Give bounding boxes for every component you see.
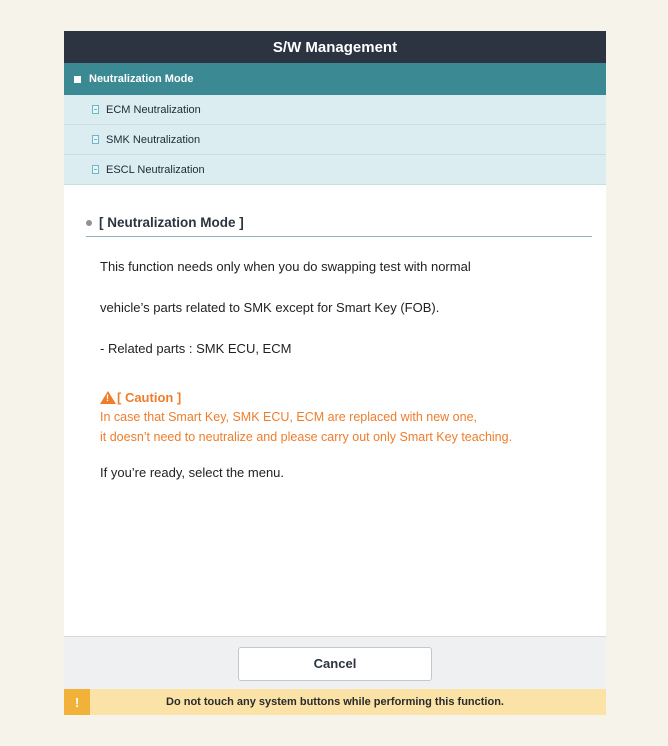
content-heading-row (86, 215, 592, 237)
caution-line-1: In case that Smart Key, SMK ECU, ECM are replaced with new one, (100, 410, 478, 424)
menu-item-label: ESCL Neutralization (106, 163, 205, 176)
caution-text (86, 407, 592, 447)
caution-line-2: it doesn’t need to neutralize and please carry out only Smart Key teaching. (100, 430, 513, 444)
ready-instruction: If you’re ready, select the menu. (100, 465, 285, 480)
warning-text: Do not touch any system buttons while performing this function. (166, 696, 504, 708)
description-line-2: vehicle’s parts related to SMK except for Smart Key (FOB). (100, 300, 440, 315)
description-panel (64, 215, 606, 480)
content-heading: [ Neutralization Mode ] (99, 215, 244, 230)
warning-triangle-icon (100, 391, 116, 404)
sw-management-window (64, 31, 606, 715)
section-title: Neutralization Mode (89, 73, 194, 85)
cancel-button[interactable]: Cancel (238, 647, 432, 681)
description-line-1: This function needs only when you do swapping test with normal (100, 259, 471, 274)
exclamation-icon: ! (64, 689, 90, 715)
document-icon (92, 105, 99, 114)
document-icon (92, 135, 99, 144)
menu-item-escl-neutralization[interactable] (64, 155, 606, 185)
menu-item-ecm-neutralization[interactable] (64, 95, 606, 125)
menu-item-smk-neutralization[interactable] (64, 125, 606, 155)
menu-item-label: ECM Neutralization (106, 103, 201, 116)
dialog-footer (64, 636, 606, 690)
warning-bar (64, 689, 606, 715)
menu-item-label: SMK Neutralization (106, 133, 201, 146)
document-icon (92, 165, 99, 174)
caution-title-row (86, 390, 592, 405)
related-parts-text: - Related parts : SMK ECU, ECM (100, 341, 292, 356)
window-title: S/W Management (64, 31, 606, 63)
bullet-icon (86, 220, 92, 226)
neutralization-mode-header[interactable] (64, 63, 606, 95)
caution-title: [ Caution ] (117, 390, 182, 405)
square-bullet-icon (74, 76, 81, 83)
